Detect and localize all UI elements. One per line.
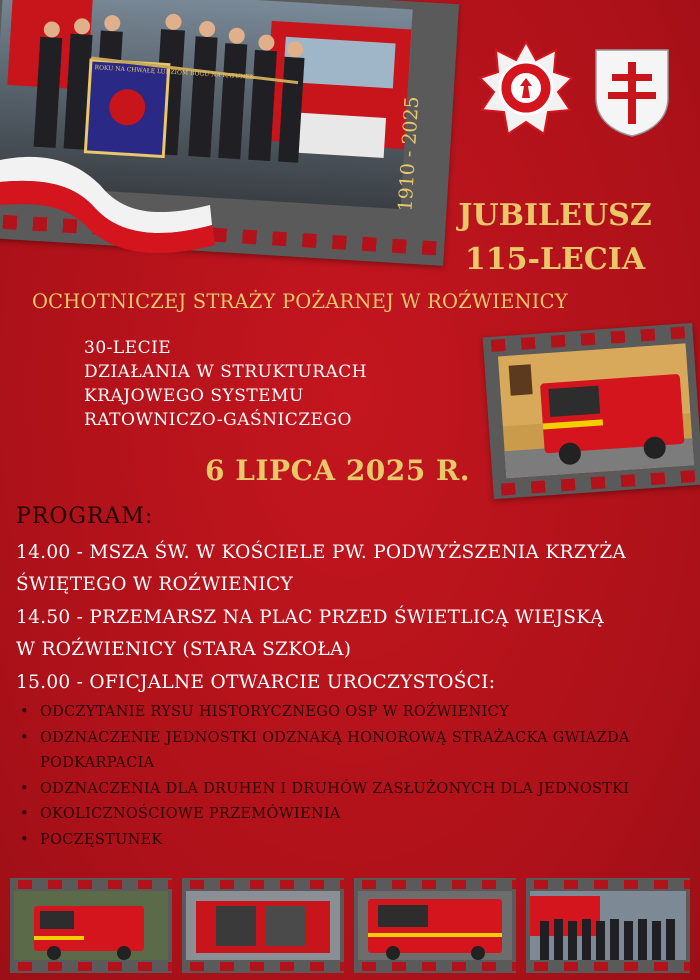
- program-title: PROGRAM:: [16, 504, 154, 529]
- sub-line-4: RATOWNICZO-GAŚNICZEGO: [84, 410, 352, 430]
- bullet-item: • ODZNACZENIE JEDNOSTKI ODZNAKĄ HONOROWĄ STRAŻACKA GWIAZDA: [18, 726, 630, 752]
- bullet-item: • POCZĘSTUNEK: [18, 828, 630, 854]
- bullet-item: • ODCZYTANIE RYSU HISTORYCZNEGO OSP W ROŹWIENICY: [18, 700, 630, 726]
- bottom-photo-1: [10, 878, 172, 973]
- program-line-4: W ROŹWIENICY (STARA SZKOŁA): [16, 639, 352, 660]
- bottom-photo-4: [526, 878, 690, 973]
- program-line-2: ŚWIĘTEGO W ROŹWIENICY: [16, 574, 294, 595]
- fire-truck-photo: [498, 343, 694, 478]
- event-date: 6 LIPCA 2025 R.: [205, 454, 471, 487]
- polish-flag-ribbon: [0, 150, 230, 260]
- film-strip-bottom: [10, 878, 690, 973]
- sub-line-3: KRAJOWEGO SYSTEMU: [84, 386, 304, 406]
- program-line-3: 14.50 - PRZEMARSZ NA PLAC PRZED ŚWIETLICĄ WIEJSKĄ: [16, 607, 604, 628]
- bullet-item: • ODZNACZENIA DLA DRUHEN I DRUHÓW ZASŁUŻONYCH DLA JEDNOSTKI: [18, 777, 630, 803]
- banner-text: ROKU NA CHWAŁĘ LUDZIOM BOGU NA RATUNEK: [94, 64, 255, 81]
- coat-of-arms-icon: [594, 48, 670, 138]
- program-line-5: 15.00 - OFICJALNE OTWARCIE UROCZYSTOŚCI:: [16, 672, 496, 693]
- headline-115-lecia: 115-LECIA: [464, 242, 646, 277]
- program-bullets: [18, 700, 630, 853]
- film-strip-right: [483, 323, 700, 499]
- headline-osp-name: OCHOTNICZEJ STRAŻY POŻARNEJ W ROŹWIENICY: [32, 290, 568, 313]
- bullet-item: • OKOLICZNOŚCIOWE PRZEMÓWIENIA: [18, 802, 630, 828]
- sub-line-1: 30-LECIE: [84, 338, 172, 358]
- program-line-1: 14.00 - MSZA ŚW. W KOŚCIELE PW. PODWYŻSZENIA KRZYŻA: [16, 542, 627, 563]
- bullet-item-continuation: PODKARPACIA: [40, 755, 155, 771]
- osp-emblem-icon: [478, 40, 574, 136]
- headline-jubileusz: JUBILEUSZ: [458, 198, 652, 233]
- bottom-photo-2: [182, 878, 344, 973]
- sub-line-2: DZIAŁANIA W STRUKTURACH: [84, 362, 368, 382]
- bottom-photo-3: [354, 878, 516, 973]
- years-badge: 1910 - 2025: [394, 95, 424, 213]
